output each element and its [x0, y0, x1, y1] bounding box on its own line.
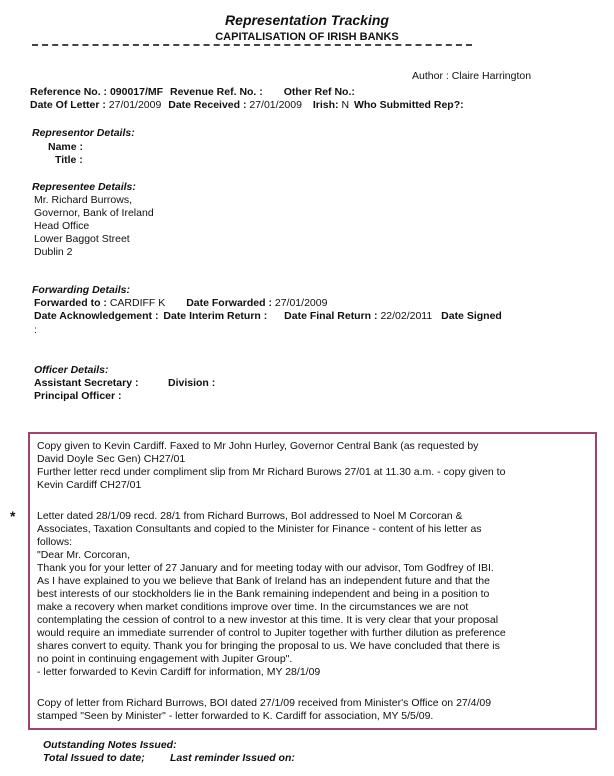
total-issued-label: Total Issued to date;	[43, 752, 145, 764]
reference-row	[30, 86, 355, 99]
note-line: - letter forwarded to Kevin Cardiff for information, MY 28/1/09	[37, 666, 321, 678]
representor-name-label: Name :	[48, 141, 84, 153]
date-signed-label: Date Signed	[441, 310, 502, 322]
note-line: best interests of our stockholders lie in the Bank remaining independent and being in a position to	[37, 588, 490, 600]
asterisk-mark: *	[10, 508, 16, 524]
note-line: Further letter recd under compliment slip from Mr Richard Burows 27/01 at 11.30 a.m. - copy given to	[37, 466, 506, 478]
forwarded-to-value: CARDIFF K	[109, 297, 166, 309]
document-title: Representation Tracking	[225, 12, 389, 28]
note-line: "Dear Mr. Corcoran,	[37, 549, 131, 561]
note-line: would require an immediate surrender of control to Jupiter together with further dilution as preference	[37, 627, 506, 639]
dates-row	[30, 99, 464, 112]
officer-heading: Officer Details:	[34, 364, 109, 376]
date-final-label: Date Final Return :	[284, 310, 378, 322]
note-line: no point in continuing engagement with Jupiter Group".	[37, 653, 293, 665]
note-line: Associates, Taxation Consultants and copied to the Minister for Finance - content of his letter as	[37, 523, 482, 535]
note-line: Copy given to Kevin Cardiff. Faxed to Mr John Hurley, Governor Central Bank (as requested by	[37, 440, 479, 452]
representee-line: Mr. Richard Burrows,	[34, 194, 133, 206]
representor-heading: Representor Details:	[32, 127, 135, 139]
assistant-secretary-label: Assistant Secretary :	[34, 377, 139, 389]
forwarding-row-2	[34, 310, 502, 323]
revenue-ref-label: Revenue Ref. No. :	[170, 86, 263, 98]
representee-heading: Representee Details:	[32, 181, 136, 193]
other-ref-label: Other Ref No.:	[283, 86, 355, 98]
date-forwarded-value: 27/01/2009	[274, 297, 328, 309]
date-forwarded-label: Date Forwarded :	[186, 297, 272, 309]
reference-value: 090017/MF	[109, 86, 164, 98]
irish-value: N	[341, 99, 350, 111]
date-ack-label: Date Acknowledgement :	[34, 310, 159, 322]
date-final-value: 22/02/2011	[380, 310, 433, 322]
division-label: Division :	[168, 377, 216, 389]
representor-title-label: Title :	[55, 154, 83, 166]
representee-line: Head Office	[34, 220, 90, 232]
note-line: David Doyle Sec Gen) CH27/01	[37, 453, 186, 465]
note-line: Copy of letter from Richard Burrows, BOI dated 27/1/09 received from Minister's Office on 27/4/09	[37, 697, 492, 709]
date-received-label: Date Received :	[168, 99, 247, 111]
outstanding-notes-label: Outstanding Notes Issued:	[43, 739, 177, 751]
forwarding-heading: Forwarding Details:	[32, 284, 131, 296]
date-of-letter-value: 27/01/2009	[108, 99, 162, 111]
date-of-letter-label: Date Of Letter :	[30, 99, 106, 111]
note-line: contemplating the cession of control to a new investor at this time. It is very clear that your proposal	[37, 614, 499, 626]
note-line: Thank you for your letter of 27 January and for meeting today with our advisor, Tom Godfrey of IBI.	[37, 562, 494, 574]
note-line: Kevin Cardiff CH27/01	[37, 479, 142, 491]
header-divider	[32, 44, 472, 46]
who-submitted-label: Who Submitted Rep?:	[353, 99, 464, 111]
representee-line: Governor, Bank of Ireland	[34, 207, 154, 219]
note-line: stamped "Seen by Minister" - letter forwarded to K. Cardiff for association, MY 5/5/09.	[37, 710, 434, 722]
document-subtitle: CAPITALISATION OF IRISH BANKS	[215, 31, 399, 43]
note-line: shares convert to equity. Thank you for bringing the proposal to us. We have concluded that there is	[37, 640, 500, 652]
forwarded-to-label: Forwarded to :	[34, 297, 107, 309]
representee-line: Lower Baggot Street	[34, 233, 130, 245]
forwarding-trailing-colon: :	[34, 324, 37, 336]
irish-label: Irish:	[312, 99, 339, 111]
date-received-value: 27/01/2009	[249, 99, 302, 111]
note-line: make a recovery when market conditions improve over time. In the circumstances we are not	[37, 601, 469, 613]
forwarding-row-1	[34, 297, 327, 310]
representee-line: Dublin 2	[34, 246, 73, 258]
note-line: Letter dated 28/1/09 recd. 28/1 from Richard Burrows, BoI addressed to Noel M Corcoran &	[37, 510, 463, 522]
note-line: As I have explained to you we believe that Bank of Ireland has an independent future and that the	[37, 575, 490, 587]
note-line: follows:	[37, 536, 73, 548]
last-reminder-label: Last reminder Issued on:	[170, 752, 295, 764]
date-interim-label: Date Interim Return :	[163, 310, 268, 322]
principal-officer-label: Principal Officer :	[34, 390, 122, 402]
reference-label: Reference No. :	[30, 86, 108, 98]
author-label: Author : Claire Harrington	[412, 70, 532, 82]
